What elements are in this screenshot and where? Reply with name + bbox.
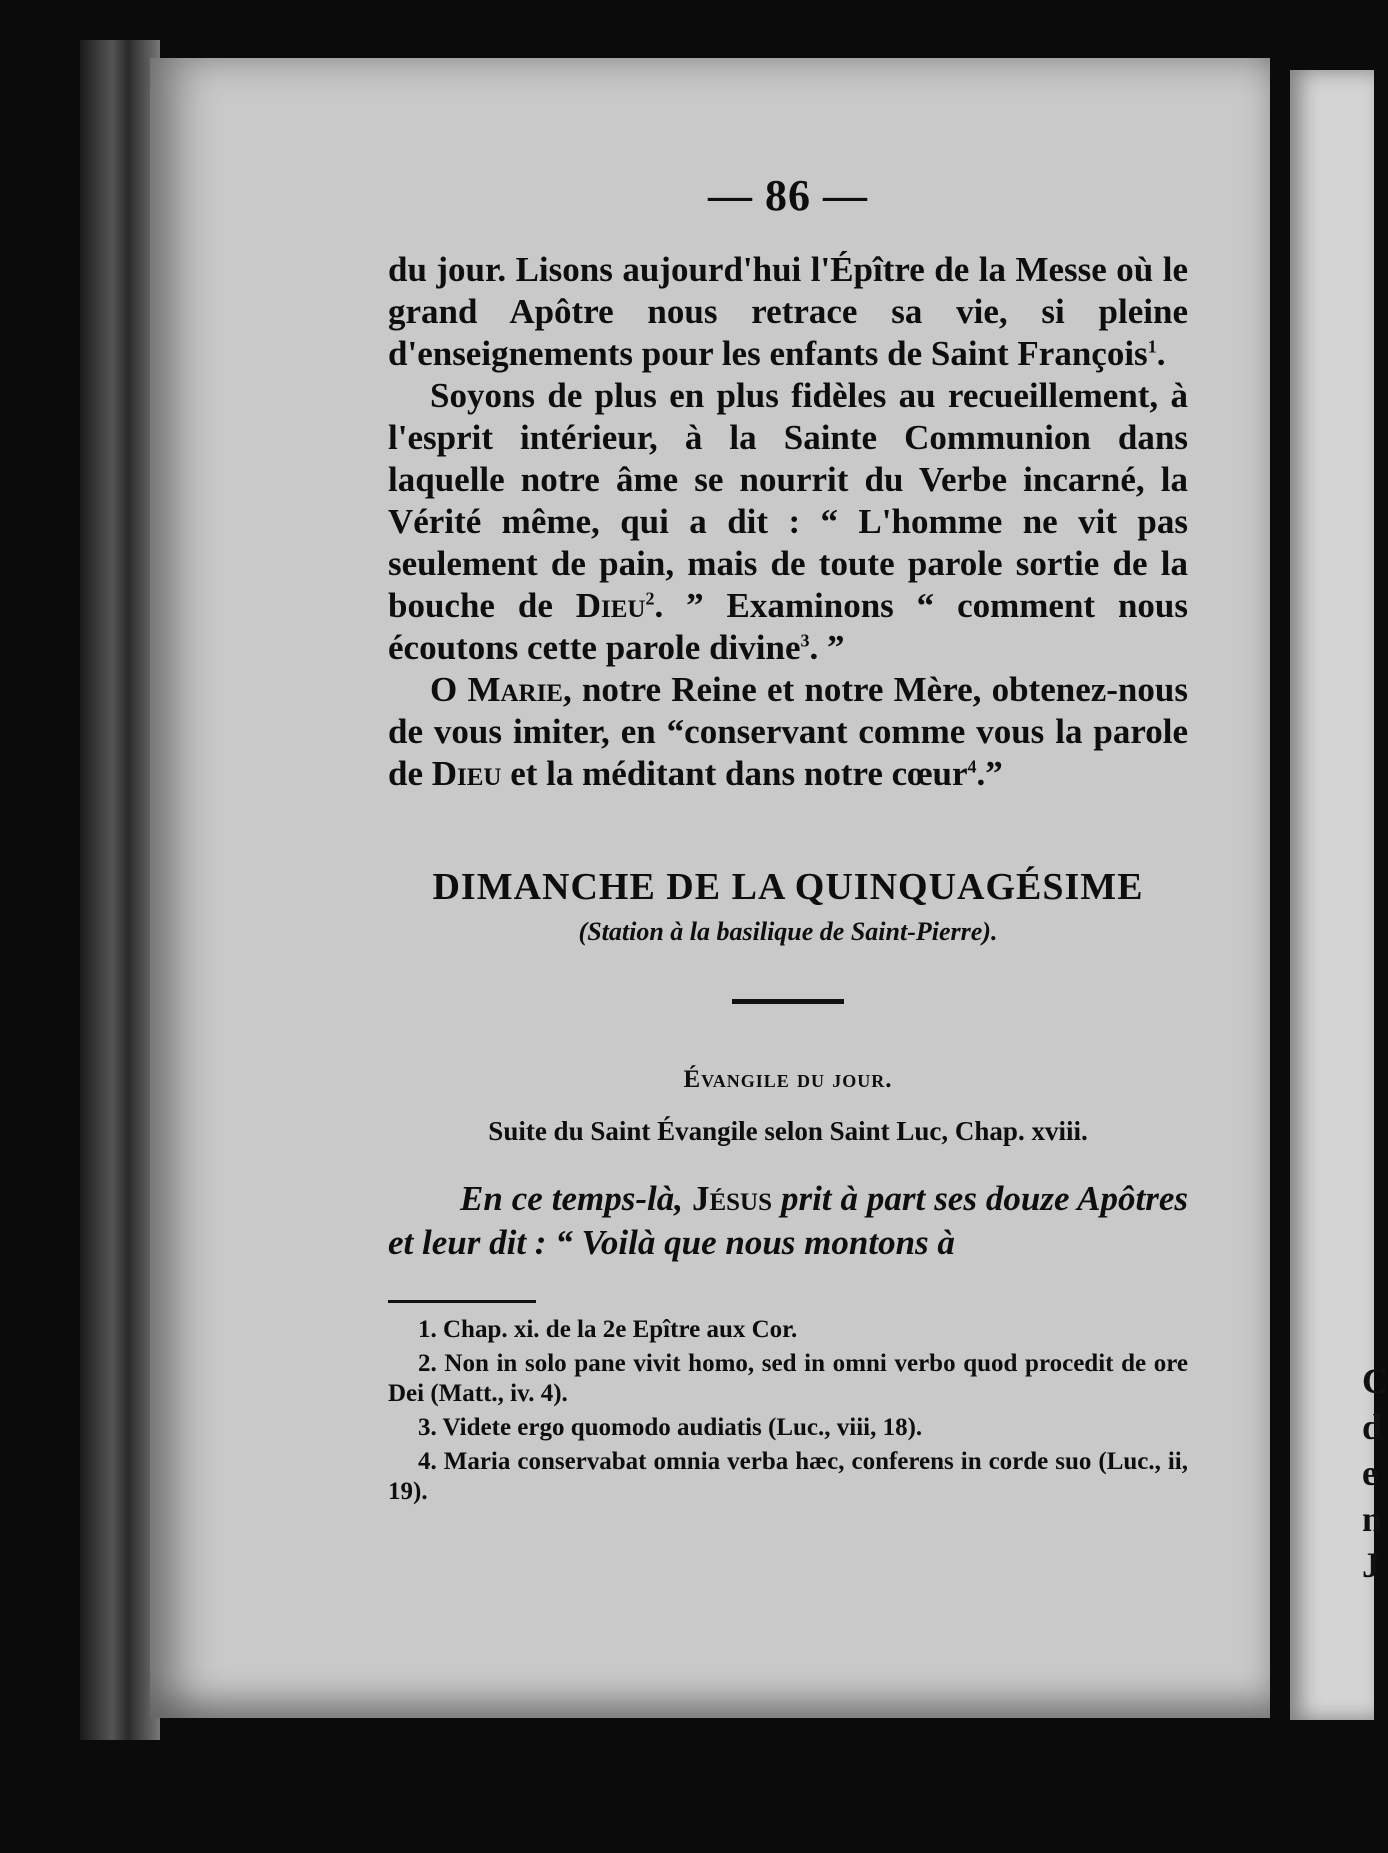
paragraph-2: Soyons de plus en plus fidèles au recueillement, à l'esprit intérieur, à la Sainte Communion dans laquelle notre âme se nourrit du Verbe incarné, la Vérité même, qui a dit : “ L'homme ne vit pas seulement de pain, mais de toute parole sortie de la bouche de Dieu$^2$. ” Examinons “ comment nous écoutons cette parole divine$^3$. ” — [388, 376, 1189, 667]
footnote-ref: 4 — [967, 756, 977, 777]
gospel-title: Évangile du jour. — [683, 1066, 893, 1093]
facing-page — [1290, 70, 1388, 1720]
footnote: 2. Non in solo pane vivit homo, sed in omni verbo quod procedit de ore Dei (Matt., iv. 4). — [388, 1350, 1188, 1407]
facing-page-letter: n — [1362, 1499, 1383, 1539]
footnote: 3. Videte ergo quomodo audiatis (Luc., viii, 18). — [418, 1414, 923, 1441]
facing-page-letter: e — [1362, 1453, 1378, 1493]
gospel-subtitle: Suite du Saint Évangile selon Saint Luc, Chap. xviii. — [488, 1116, 1088, 1146]
book-page-edge — [80, 40, 160, 1740]
facing-page-letter: d — [1362, 1407, 1383, 1447]
gospel-text: En ce temps-là, Jésus prit à part ses douze Apôtres et leur dit : “ Voilà que nous montons à — [388, 1179, 1189, 1262]
section-subheading: (Station à la basilique de Saint-Pierre). — [578, 917, 998, 946]
divider-rule — [732, 999, 844, 1004]
footnote: 4. Maria conservabat omnia verba hæc, conferens in corde suo (Luc., ii, 19). — [388, 1448, 1188, 1505]
footnote: 1. Chap. xi. de la 2e Epître aux Cor. — [418, 1316, 798, 1343]
footnote-rule — [388, 1300, 536, 1303]
paragraph-1: du jour. Lisons aujourd'hui l'Épître de la Messe où le grand Apôtre nous retrace sa vie, si pleine d'enseignements pour les enfants de Saint François$^1$. — [388, 250, 1188, 373]
facing-page-letter: C — [1362, 1361, 1388, 1401]
footnote-ref: 2 — [645, 588, 655, 609]
section-heading: DIMANCHE DE LA QUINQUAGÉSIME — [432, 866, 1144, 908]
footnote-ref: 3 — [800, 630, 810, 651]
facing-page-letter: J — [1362, 1545, 1380, 1585]
footnote-ref: 1 — [1147, 336, 1157, 357]
paragraph-3: O Marie, notre Reine et notre Mère, obtenez-nous de vous imiter, en “conservant comme vous la parole de Dieu et la méditant dans notre cœur$^4$.” — [388, 670, 1188, 793]
footnotes — [388, 1315, 1188, 1507]
page-text — [388, 170, 1188, 1511]
page-number: — 86 — — [708, 171, 868, 220]
